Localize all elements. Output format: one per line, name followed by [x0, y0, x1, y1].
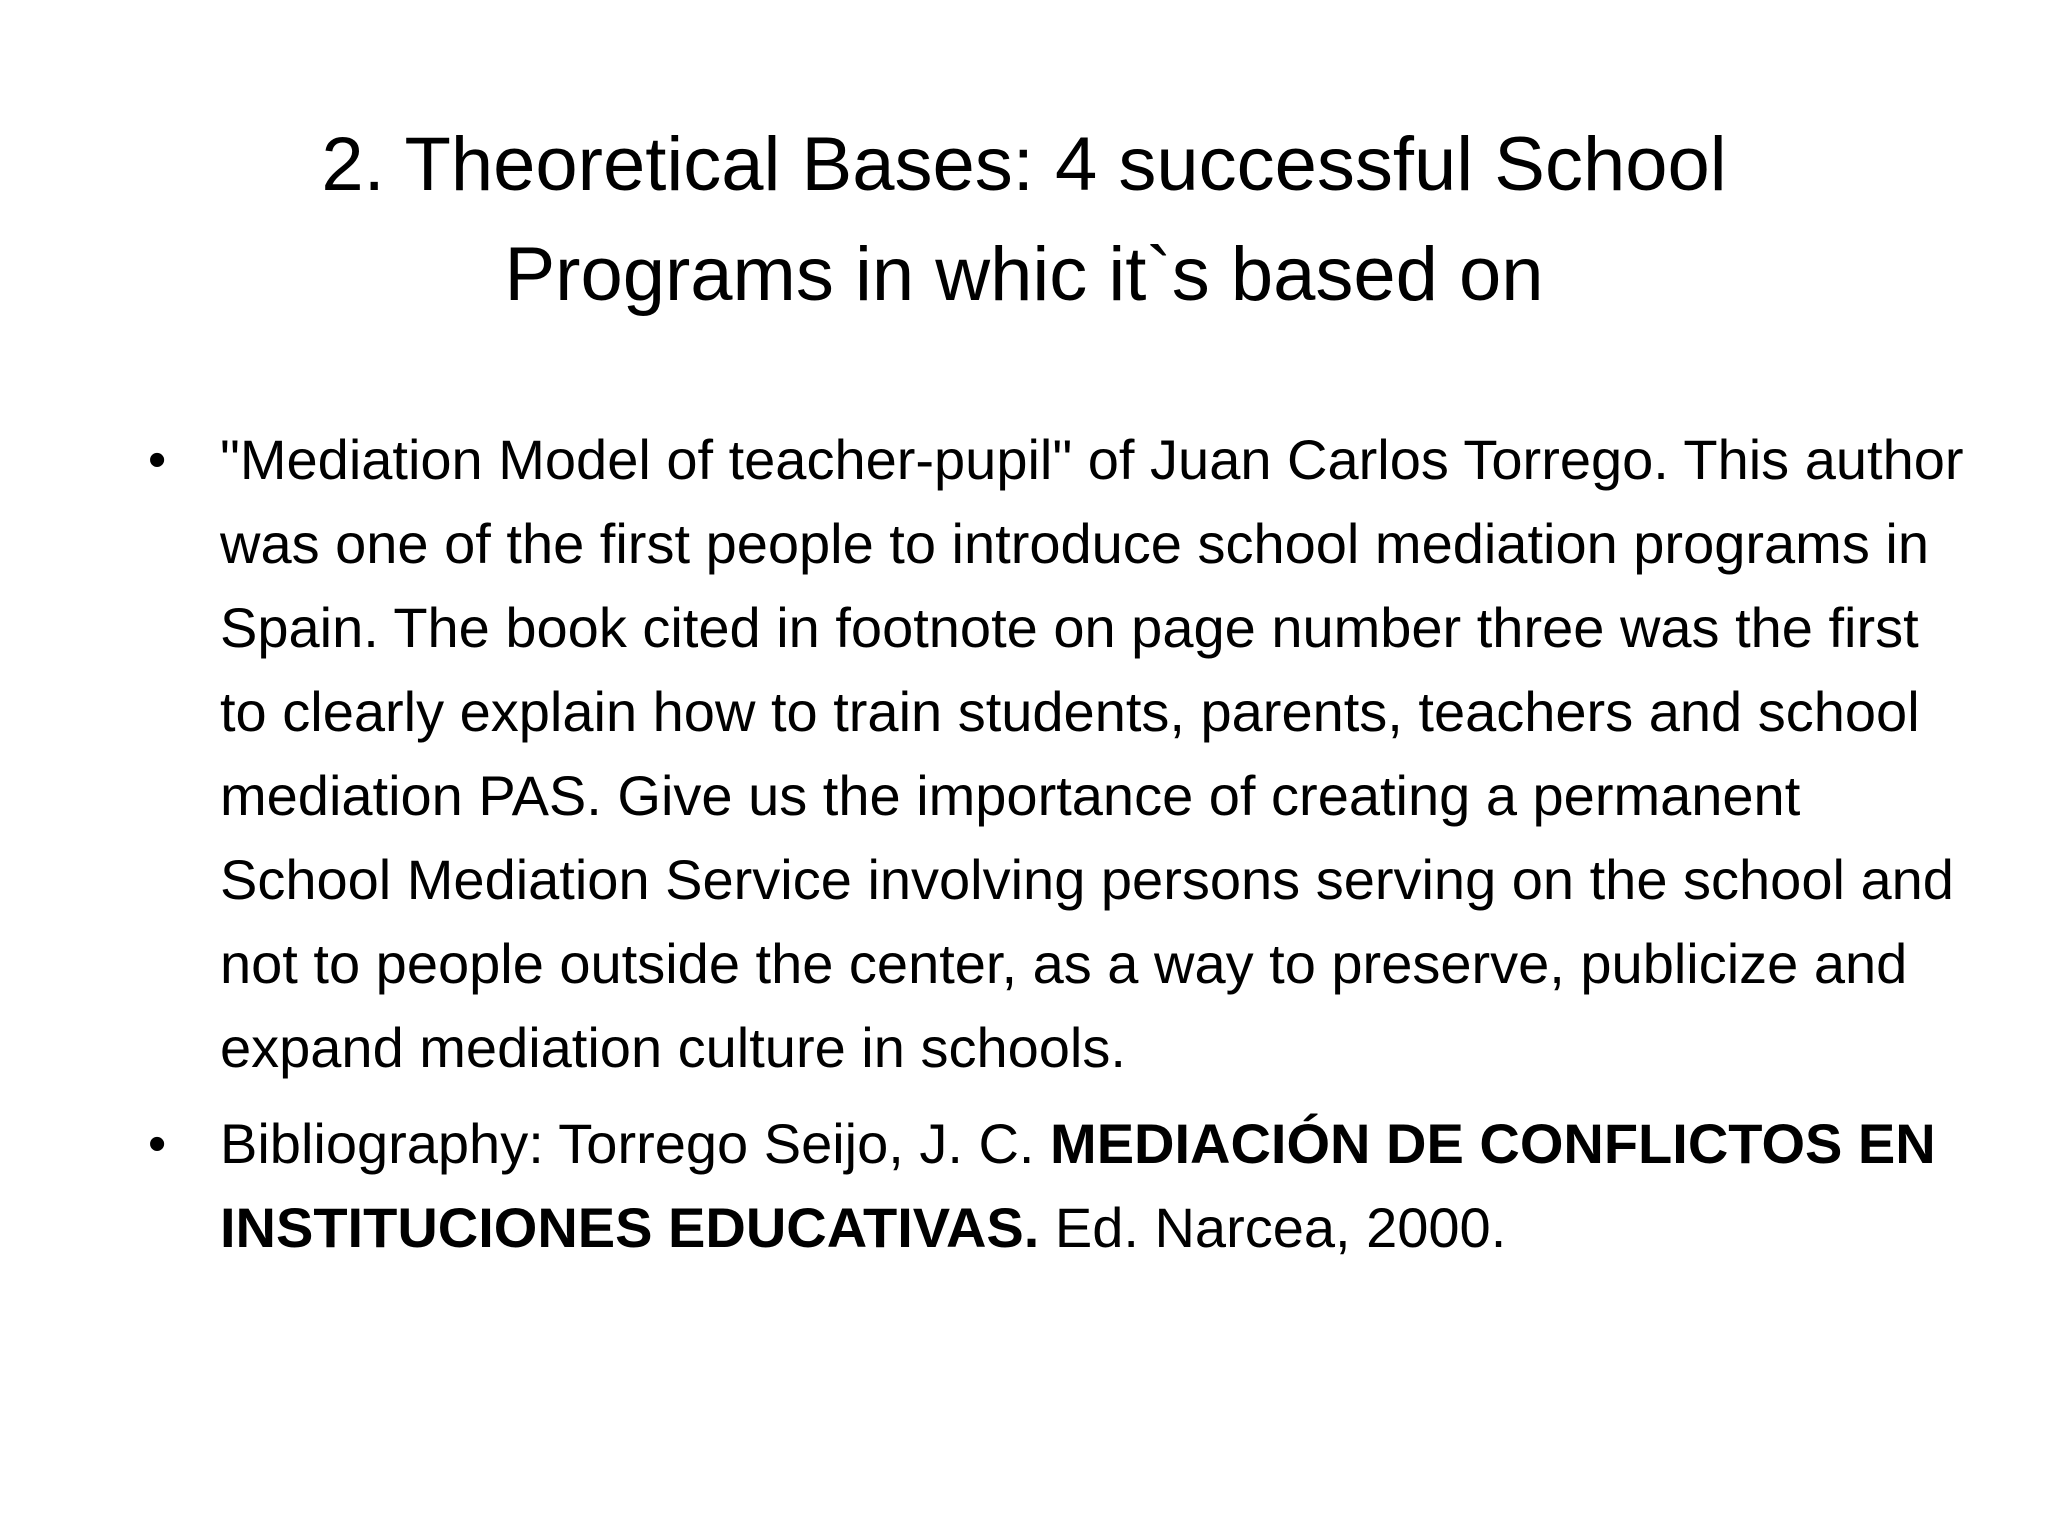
slide-title: 2. Theoretical Bases: 4 successful School Programs in whic it`s based on	[321, 122, 1727, 317]
bullet-icon: •	[148, 1115, 167, 1173]
bibliography-prefix: Bibliography: Torrego Seijo, J. C.	[220, 1112, 1051, 1175]
bibliography-suffix: Ed. Narcea, 2000.	[1039, 1196, 1507, 1259]
bullet-item-mediation-model	[140, 418, 1970, 1090]
bullet-text: "Mediation Model of teacher-pupil" of Juan Carlos Torrego. This author was one of the first people to introduce school mediation programs in Spain. The book cited in footnote on page number three was the first to clearly explain how to train students, parents, teachers and school mediation PAS. Give us the importance of creating a permanent School Mediation Service involving persons serving on the school and not to people outside the center, as a way to preserve, publicize and expand mediation culture in schools.	[220, 428, 1964, 1079]
bullet-list	[140, 418, 1970, 1282]
bullet-item-bibliography	[140, 1102, 1970, 1270]
bibliography-book-title: MEDIACIÓN DE CONFLICTOS EN INSTITUCIONES EDUCATIVAS.	[220, 1112, 1936, 1259]
bullet-icon: •	[148, 431, 167, 489]
